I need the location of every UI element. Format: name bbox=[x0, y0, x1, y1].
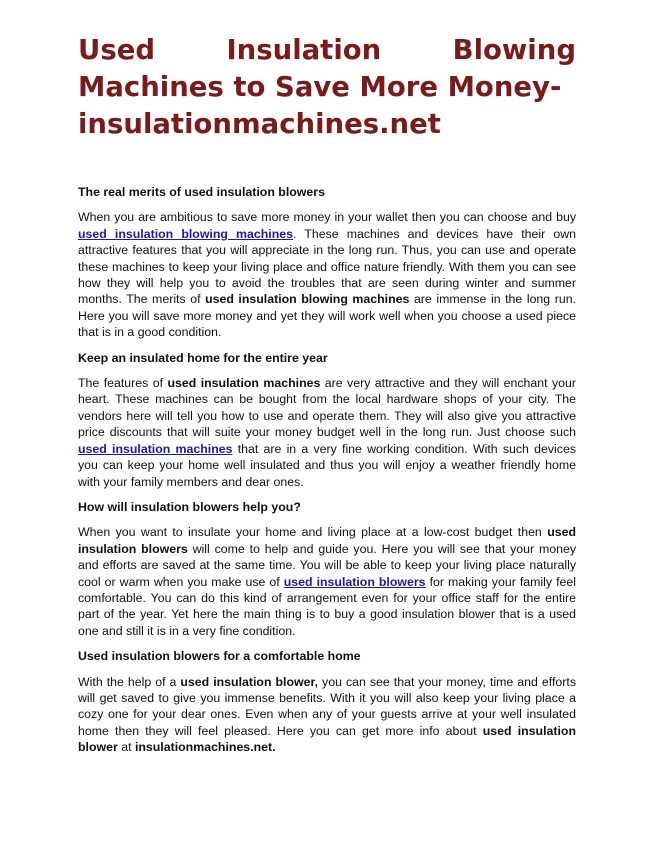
link-used-insulation-blowing-machines[interactable]: used insulation blowing machines bbox=[78, 226, 293, 241]
paragraph-text: that are in a very fine working condition. With such devices you can keep your home well insulated and thus you will enjoy a weather friendly home with your family members and dear ones. bbox=[78, 441, 576, 489]
bold-phrase: used insulation blower bbox=[78, 723, 576, 755]
paragraph-text: When you want to insulate your home and living place at a low-cost budget then bbox=[78, 525, 548, 540]
bold-phrase: used insulation blower, bbox=[180, 674, 319, 689]
paragraph-text: . These machines and devices have their own attractive features that you will appreciate in the long run. Thus, you can use and operate these machines to keep your living place and office nature friendly. With them you can see how they will help you to avoid the troubles that are seen during winter and summer months. The merits of bbox=[78, 226, 576, 307]
title-line-3: insulationmachines.net bbox=[78, 108, 441, 140]
section-paragraph bbox=[78, 524, 576, 639]
paragraph-text: will come to help and guide you. Here you will see that your money and efforts are saved at the same time. You will be able to keep your living place naturally cool or warm when you make use of bbox=[78, 541, 576, 589]
section-paragraph bbox=[78, 375, 576, 490]
bold-phrase: used insulation blowers bbox=[78, 525, 576, 556]
section-heading: Used insulation blowers for a comfortable home bbox=[78, 649, 361, 664]
title-word: Used bbox=[78, 34, 156, 66]
title-word: Blowing bbox=[452, 34, 576, 66]
paragraph-text: The features of bbox=[78, 376, 168, 391]
link-used-insulation-blowers[interactable]: used insulation blowers bbox=[283, 574, 426, 589]
title-line-2: Machines to Save More Money- bbox=[78, 71, 562, 103]
title-line-1 bbox=[78, 32, 576, 69]
paragraph-text: With the help of a bbox=[78, 674, 181, 689]
paragraph-text: When you are ambitious to save more money in your wallet then you can choose and buy bbox=[78, 210, 576, 225]
bold-phrase: insulationmachines.net. bbox=[134, 740, 276, 755]
link-used-insulation-machines[interactable]: used insulation machines bbox=[78, 441, 233, 456]
section-heading: How will insulation blowers help you? bbox=[78, 499, 301, 514]
section-paragraph bbox=[78, 674, 576, 756]
paragraph-text: for making your family feel comfortable. You can do this kind of arrangement even for your office staff for the entire part of the year. Yet here the main thing is to buy a good insulation blower that is a used one and still it is in a very fine condition. bbox=[78, 574, 576, 638]
section-paragraph bbox=[78, 209, 576, 340]
paragraph-text: are immense in the long run. Here you will save more money and yet they will work well when you choose a used piece that is in a good condition. bbox=[78, 292, 576, 340]
paragraph-text: are very attractive and they will enchant your heart. These machines can be bought from the local hardware shops of your city. The vendors here will tell you how to use and operate them. They will also give you attractive price discounts that will suite your money budget well in the long run. Just choose such bbox=[78, 376, 577, 440]
document-title bbox=[78, 32, 576, 143]
bold-phrase: used insulation blowing machines bbox=[205, 292, 410, 307]
section-heading: Keep an insulated home for the entire year bbox=[78, 350, 328, 365]
title-word: Insulation bbox=[226, 34, 382, 66]
paragraph-text: at bbox=[117, 740, 135, 755]
paragraph-text: you can see that your money, time and efforts will get saved to give you immense benefits. With it you will also keep your living place a cozy one for your dear ones. Even when any of your guests arrive at your well insulated home then they will feel pleased. Here you can get more info about bbox=[78, 674, 576, 738]
bold-phrase: used insulation machines bbox=[167, 376, 321, 391]
section-heading: The real merits of used insulation blowers bbox=[78, 185, 325, 199]
document-body bbox=[78, 184, 576, 765]
